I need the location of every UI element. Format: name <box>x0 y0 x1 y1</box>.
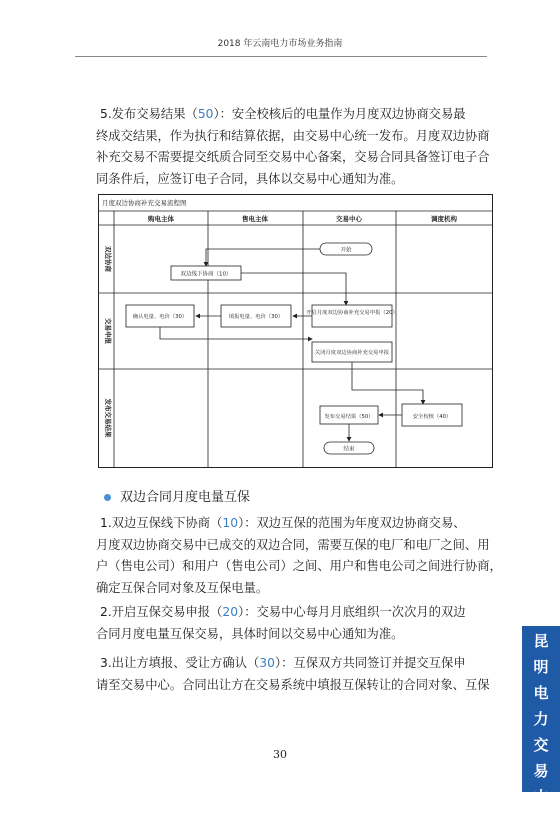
node-publish-label: 发布交易结果（50） <box>324 414 374 420</box>
side-tab-char: 力 <box>533 710 549 728</box>
side-tab-char: 交 <box>533 736 549 754</box>
section-heading-text: 双边合同月度电量互保 <box>120 490 251 505</box>
paragraph-2 <box>96 602 496 645</box>
text-line: 合同月度电量互保交易，具体时间以交易中心通知为准。 <box>96 626 404 641</box>
svg-text:开启月度双边协商补充交易申报（20） <box>306 308 398 316</box>
flowchart-title: 月度双边协商补充交易流程图 <box>102 199 187 207</box>
text-line: 1.双边互保线下协商（10）：双边互保的范围为年度双边协商交易、 <box>100 516 466 530</box>
text-line: 请至交易中心。合同出让方在交易系统中填报互保转让的合同对象、互保 <box>96 677 490 692</box>
column-header: 购电主体 <box>148 215 174 223</box>
node-security-check-label: 安全校核（40） <box>412 414 452 420</box>
page-header: 2018 年云南电力市场业务指南 <box>217 39 343 49</box>
column-header: 调度机构 <box>431 215 457 223</box>
paragraph-3 <box>96 653 496 696</box>
flowchart <box>98 194 493 468</box>
text-line: 同条件后，应签订电子合同，具体以交易中心通知为准。 <box>96 171 404 186</box>
side-tab-char: 电 <box>533 684 549 702</box>
side-tab-char: 昆 <box>533 632 549 650</box>
row-label: 交易申报 <box>104 318 112 344</box>
text-line: 3.出让方填报、受让方确认（30）：互保双方共同签订并提交互保申 <box>100 656 466 670</box>
node-confirm-label: 确认电量、电价（30） <box>132 314 188 320</box>
side-tab-char: 中 <box>533 788 549 806</box>
node-negotiate-label: 双边线下协商（10） <box>180 271 232 278</box>
section5-paragraph <box>96 104 496 190</box>
side-tab <box>522 626 560 832</box>
node-open-declare-label: 开启月度双边协商补充交易申报（20） <box>306 310 398 316</box>
column-header: 售电主体 <box>242 215 268 223</box>
header-divider <box>75 56 487 57</box>
node-close-declare-label: 关闭月度双边协商补充交易申报 <box>314 350 390 356</box>
side-tab-char: 易 <box>533 762 549 780</box>
node-fill-declare-label: 填报电量、电价（30） <box>228 314 284 320</box>
text-line: 月度双边协商交易中已成交的双边合同，需要互保的电厂和电厂之间、用 <box>96 537 490 552</box>
text-line: 确定互保合同对象及互保电量。 <box>96 580 269 595</box>
text-line: 5.发布交易结果（50）：安全校核后的电量作为月度双边协商交易最 <box>100 107 466 121</box>
text-line: 补充交易不需要提交纸质合同至交易中心备案，交易合同具备签订电子合 <box>96 150 490 165</box>
text-line: 2.开启互保交易申报（20）：交易中心每月月底组织一次次月的双边 <box>100 605 466 619</box>
row-label: 发布交易结果 <box>104 398 112 438</box>
node-start-label: 开始 <box>340 247 352 254</box>
node-end-label: 结束 <box>343 446 355 453</box>
side-tab-char: 明 <box>533 658 549 676</box>
node-open-declare <box>312 305 392 327</box>
row-label: 双边协商 <box>104 246 112 272</box>
page-number: 30 <box>273 748 287 761</box>
text-line: 终成交结果，作为执行和结算依据，由交易中心统一发布。月度双边协商 <box>96 128 490 143</box>
text-line: 户（售电公司）和用户（售电公司）之间、用户和售电公司之间进行协商， <box>96 559 502 574</box>
bullet-icon <box>104 494 111 501</box>
paragraph-1 <box>96 513 502 599</box>
side-tab-char: 心 <box>533 814 549 832</box>
column-header: 交易中心 <box>336 215 362 223</box>
